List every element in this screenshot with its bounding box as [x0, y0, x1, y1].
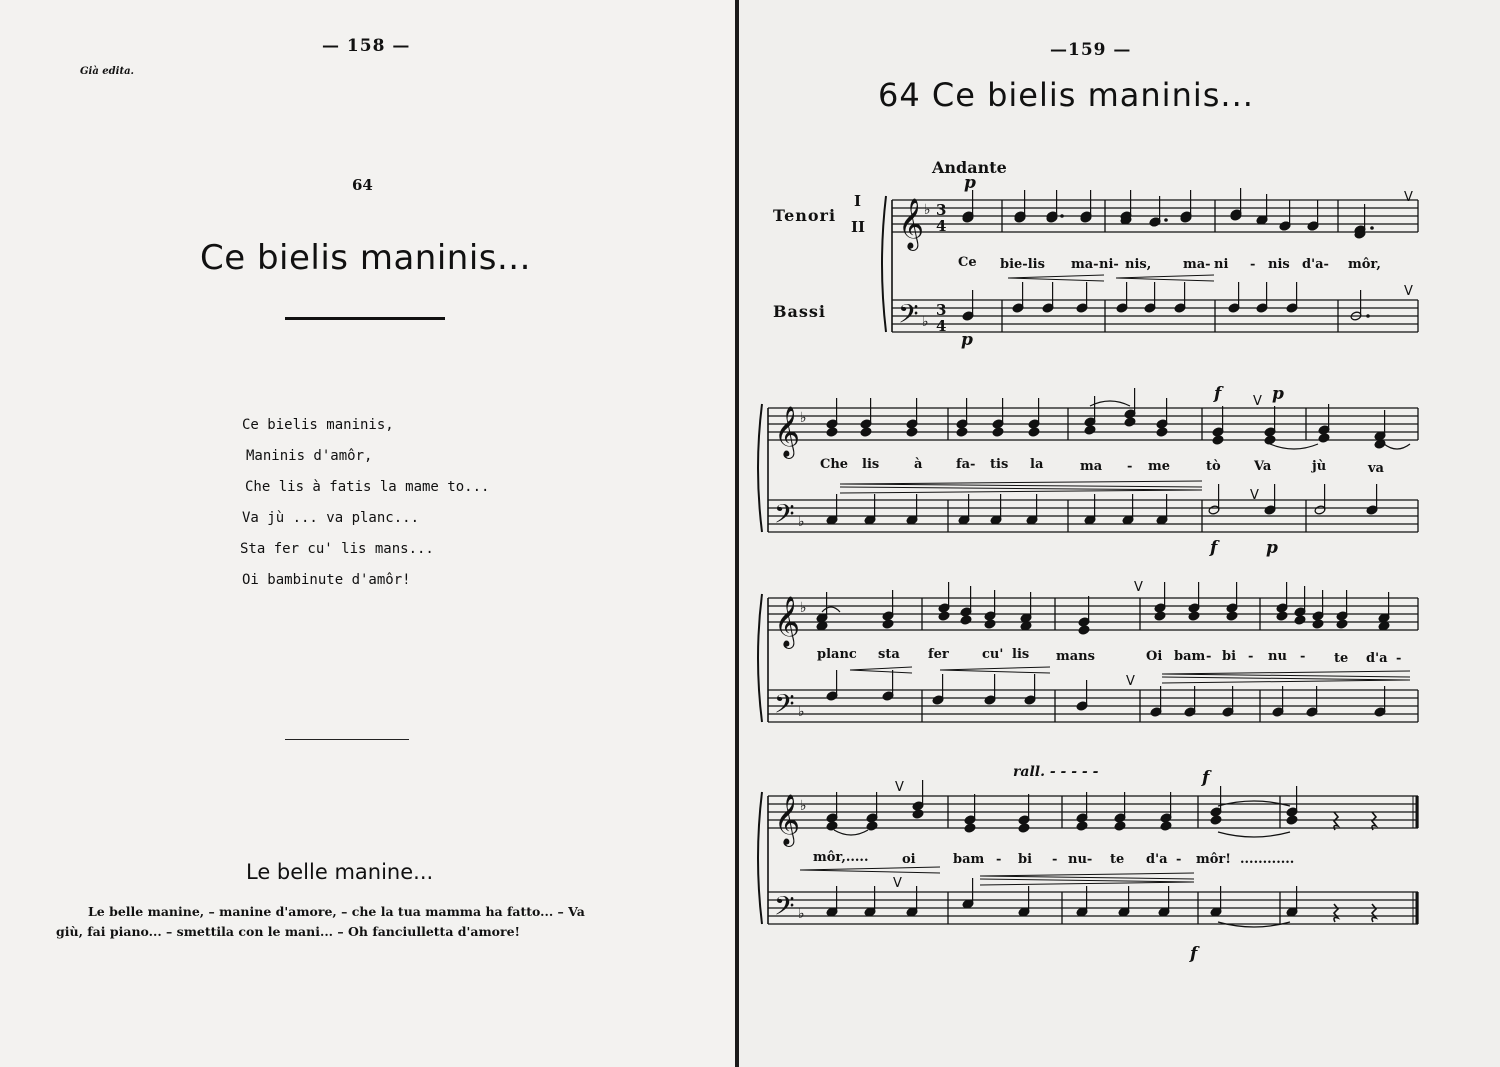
note-head [1318, 433, 1330, 443]
breath-mark: V [1126, 674, 1135, 689]
lyric-syllable: nu [1268, 649, 1287, 664]
translation-line: Le belle manine, – manine d'amore, – che la tua mamma ha fatto... – Va [88, 904, 585, 919]
crescendo-line [940, 667, 1050, 670]
breath-mark: V [1404, 284, 1413, 299]
note-head [1276, 611, 1288, 621]
bass-clef: 𝄢 [774, 688, 795, 726]
crescendo-line [980, 876, 1194, 879]
lyric-syllable: ni [1214, 257, 1229, 272]
lyric-syllable: bi [1018, 852, 1033, 867]
lyric-syllable: - [996, 852, 1002, 867]
time-signature: 4 [936, 317, 947, 335]
lyric-syllable: môr,..... [813, 850, 869, 865]
lyric-syllable: cu' [982, 647, 1004, 662]
note-head [1078, 625, 1090, 635]
lyric-syllable: ............ [1240, 852, 1295, 867]
note-head [984, 619, 996, 629]
dynamic-marking: f [1190, 944, 1198, 964]
decrescendo-line [1162, 677, 1410, 680]
tie [822, 607, 840, 612]
decrescendo-line [840, 490, 1202, 493]
crescendo-line [1162, 671, 1410, 674]
song-title-right: 64 Ce bielis maninis... [878, 76, 1254, 114]
flat-sign: ♭ [800, 410, 807, 426]
flat-sign: ♭ [798, 514, 805, 530]
crescendo-line [850, 667, 912, 670]
lyric-syllable: - [1206, 649, 1212, 664]
tempo-marking: Andante [932, 158, 1007, 177]
lyric-syllable: - [1052, 852, 1058, 867]
lyric-syllable: Che [820, 457, 849, 472]
augmentation-dot [1164, 218, 1168, 222]
note-head [1312, 619, 1324, 629]
flat-sign: ♭ [800, 600, 807, 616]
note-head [1188, 611, 1200, 621]
note-head [1018, 823, 1030, 833]
decrescendo-line [980, 882, 1194, 885]
note-head [826, 821, 838, 831]
song-title-left: Ce bielis maninis... [200, 238, 531, 278]
system-bracket [758, 792, 762, 924]
treble-clef: 𝄞 [774, 596, 801, 647]
lyric-syllable: - [1127, 459, 1133, 474]
lyric-syllable: fer [928, 647, 949, 662]
lyric-syllable: jù [1312, 459, 1327, 474]
time-signature: 4 [936, 217, 947, 235]
augmentation-dot [1366, 314, 1370, 318]
tie [1218, 832, 1290, 837]
decrescendo-line [840, 487, 1202, 490]
breath-mark: V [1250, 488, 1259, 503]
lyric-syllable: la [1030, 457, 1044, 472]
treble-clef: 𝄞 [774, 406, 801, 457]
note-head [1212, 435, 1224, 445]
time-signature: 3 [936, 201, 947, 219]
dynamic-marking: p [1266, 538, 1278, 558]
note-head [964, 823, 976, 833]
lyric-syllable: nu- [1068, 852, 1093, 867]
quarter-rest [1372, 904, 1376, 922]
quarter-rest [1334, 904, 1338, 922]
breath-mark: V [1404, 190, 1413, 205]
lyric-syllable: mans [1056, 649, 1095, 664]
system-bracket [882, 196, 886, 332]
note-head [1156, 427, 1168, 437]
flat-sign: ♭ [798, 906, 805, 922]
crescendo-line [840, 484, 1202, 487]
dynamic-marking: f [1202, 768, 1210, 788]
tie [1270, 444, 1318, 449]
breath-mark: V [893, 876, 902, 891]
lyric-syllable: sta [878, 647, 900, 662]
augmentation-dot [1060, 214, 1064, 218]
lyric-syllable: Ce [958, 255, 977, 270]
bass-clef: 𝄢 [774, 498, 795, 536]
treble-clef: 𝄞 [898, 198, 925, 249]
crescendo-line [800, 870, 940, 873]
dynamic-marking: f [1214, 384, 1222, 404]
crescendo-line [1116, 275, 1214, 278]
lyric-syllable: à [914, 457, 923, 472]
system-bracket [758, 594, 762, 722]
lyric-syllable: tis [990, 457, 1009, 472]
lyric-syllable: - [1250, 257, 1256, 272]
lyric-syllable: lis [862, 457, 880, 472]
lyric-syllable: d'a- [1302, 257, 1329, 272]
lyric-syllable: ma- [1071, 257, 1099, 272]
lyric-syllable: fa- [956, 457, 976, 472]
song-number: 64 [352, 176, 373, 194]
note-head [826, 427, 838, 437]
lyric-syllable: ma [1080, 459, 1103, 474]
lyric-syllable: môr! [1196, 852, 1231, 867]
poem-line: Maninis d'amôr, [246, 448, 373, 464]
lyric-syllable: va [1368, 461, 1384, 476]
note-head [860, 427, 872, 437]
decrescendo-line [980, 879, 1194, 882]
note-head [1210, 815, 1222, 825]
crescendo-line [980, 873, 1194, 876]
lyric-syllable: bam [953, 852, 985, 867]
voice-part-ii: II [851, 218, 866, 236]
poem-line: Che lis à fatis la mame to... [245, 479, 490, 495]
breath-mark: V [895, 780, 904, 795]
crescendo-line [1162, 674, 1410, 677]
note-head [1226, 611, 1238, 621]
tie [1090, 401, 1130, 406]
translation-line: giù, fai piano... – smettila con le mani... – Oh fanciulletta d'amore! [56, 924, 521, 939]
lyric-syllable: bie-lis [1000, 257, 1045, 272]
lyric-syllable: bi [1222, 649, 1237, 664]
note-head [1154, 611, 1166, 621]
poem-line: Ce bielis maninis, [242, 417, 394, 433]
system-bracket [758, 404, 762, 532]
crescendo-line [840, 481, 1202, 484]
lyric-syllable: - [1248, 649, 1254, 664]
breath-mark: V [1253, 394, 1262, 409]
note-head [1084, 425, 1096, 435]
time-signature: 3 [936, 301, 947, 319]
lyric-syllable: ni- [1099, 257, 1119, 272]
decrescendo-line [1162, 680, 1410, 683]
lyric-syllable: d'a [1366, 651, 1388, 666]
lyric-syllable: ma- [1183, 257, 1211, 272]
lyric-syllable: planc [817, 647, 857, 662]
poem-line: Sta fer cu' lis mans... [240, 541, 434, 557]
crescendo-line [940, 670, 1050, 673]
dynamic-marking: p [1272, 384, 1284, 404]
dynamic-marking: f [1210, 538, 1218, 558]
dynamic-marking: p [964, 173, 976, 193]
crescendo-line [1116, 278, 1214, 281]
note-head [1076, 821, 1088, 831]
lyric-syllable: bam [1174, 649, 1206, 664]
lyric-syllable: me [1148, 459, 1171, 474]
crescendo-line [800, 867, 940, 870]
treble-clef: 𝄞 [774, 794, 801, 845]
flat-sign: ♭ [800, 798, 807, 814]
lyric-syllable: - [1176, 852, 1182, 867]
note-head [1336, 619, 1348, 629]
note-head [1028, 427, 1040, 437]
note-head [1114, 821, 1126, 831]
lyric-syllable: tò [1206, 459, 1221, 474]
poem-line: Oi bambinute d'amôr! [242, 572, 411, 588]
crescendo-line [1008, 275, 1104, 278]
quarter-rest [1334, 812, 1338, 830]
voice-label-tenori: Tenori [773, 206, 837, 225]
note-head [1124, 417, 1136, 427]
lyric-syllable: - [1396, 651, 1402, 666]
flat-sign: ♭ [924, 202, 931, 218]
bass-clef: 𝄢 [898, 298, 919, 336]
note-head [1286, 815, 1298, 825]
lyric-syllable: nis, [1125, 257, 1152, 272]
tie [1384, 444, 1410, 449]
lyric-syllable: môr, [1348, 257, 1381, 272]
note-head [960, 615, 972, 625]
translation-title: Le belle manine... [246, 860, 434, 884]
flat-sign: ♭ [798, 704, 805, 720]
note-head [956, 427, 968, 437]
lyric-syllable: te [1334, 651, 1349, 666]
note-head [912, 809, 924, 819]
page-number-left: — 158 — [322, 36, 411, 56]
note-head [882, 619, 894, 629]
flat-sign: ♭ [922, 314, 929, 330]
lyric-syllable: d'a [1146, 852, 1168, 867]
lyric-syllable: te [1110, 852, 1125, 867]
lyric-syllable: Va [1254, 459, 1272, 474]
page-number-right: —159 — [1050, 40, 1132, 60]
edition-note: Già edita. [80, 66, 135, 77]
note-head [992, 427, 1004, 437]
rallentando-marking: rall. - - - - - [1013, 764, 1099, 780]
dynamic-marking: p [961, 330, 973, 350]
note-head [938, 611, 950, 621]
lyric-syllable: nis [1268, 257, 1290, 272]
voice-part-i: I [854, 192, 862, 210]
breath-mark: V [1134, 580, 1143, 595]
note-head [866, 821, 878, 831]
note-head [1160, 821, 1172, 831]
lyric-syllable: - [1300, 649, 1306, 664]
note-head [1264, 435, 1276, 445]
crescendo-line [850, 670, 912, 673]
augmentation-dot [1370, 226, 1374, 230]
lyric-syllable: Oi [1146, 649, 1163, 664]
poem-line: Va jù ... va planc... [242, 510, 420, 526]
lyric-syllable: lis [1012, 647, 1030, 662]
note-head [906, 427, 918, 437]
crescendo-line [1008, 278, 1104, 281]
lyric-syllable: oi [902, 852, 916, 867]
tie [834, 830, 868, 835]
note-head [1294, 615, 1306, 625]
bass-clef: 𝄢 [774, 890, 795, 928]
quarter-rest [1372, 812, 1376, 830]
voice-label-bassi: Bassi [773, 302, 826, 321]
